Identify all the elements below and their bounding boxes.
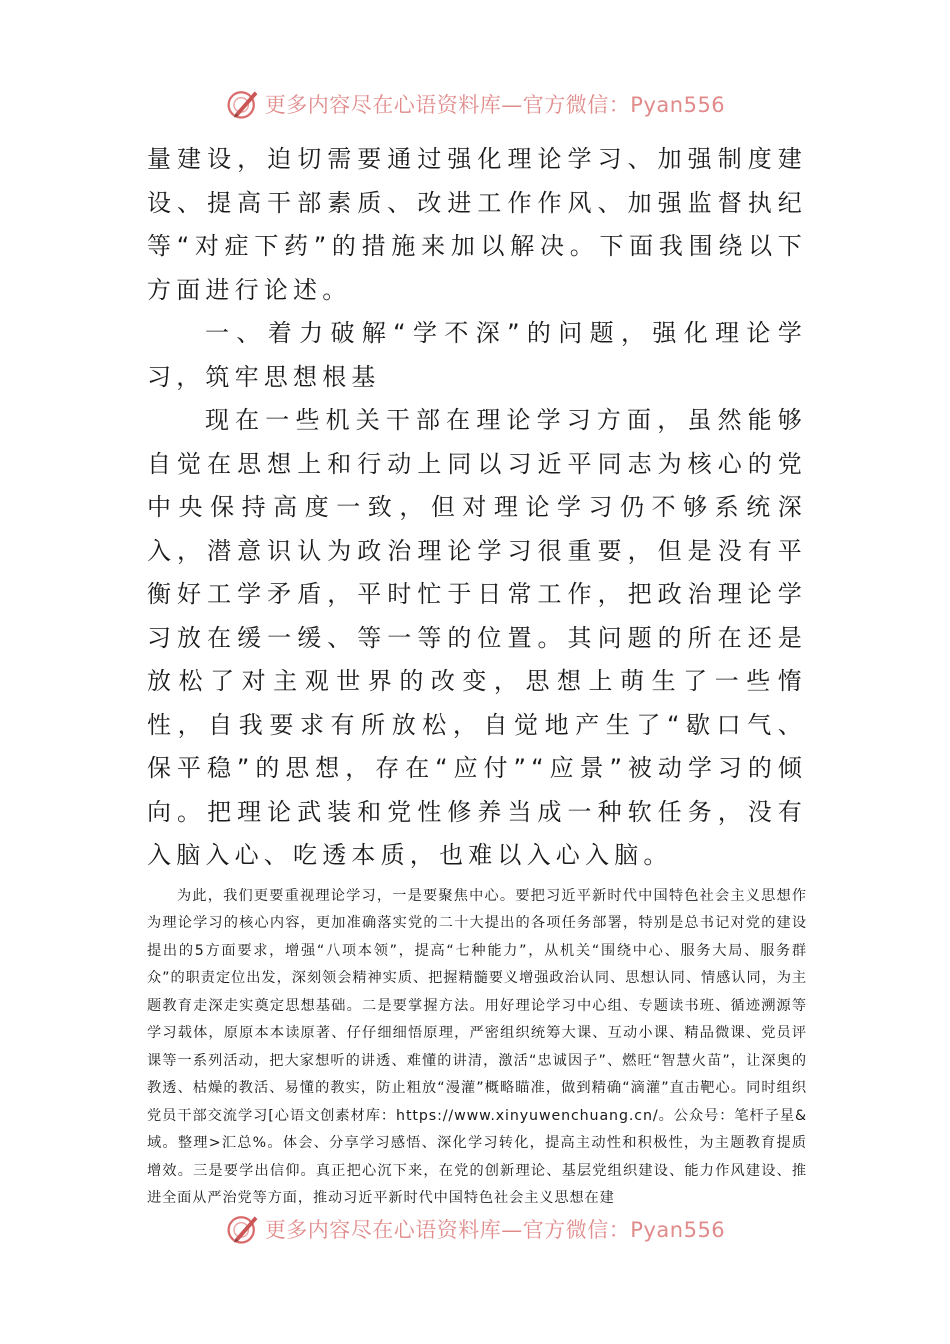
paragraph-small: 为此，我们更要重视理论学习，一是要聚焦中心。要把习近平新时代中国特色社会主义思想作为理论学习的核心内容，更加准确落实党的二十大提出的各项任务部署，特别是总书记对党的建设提出的5方面要求，增强“八项本领”，提高“七种能力”，从机关“围绕中心、服务大局、服务群众”的职责定位出发，深刻领会精神实质、把握精髓要义增强政治认同、思想认同、情感认同，为主题教育走深走实奠定思想基础。二是要掌握方法。用好理论学习中心组、专题读书班、循迹溯源等学习载体，原原本本读原著、仔仔细细悟原理，严密组织统筹大课、互动小课、精品微课、党员评课等一系列活动，把大家想听的讲透、难懂的讲清，激活“忠诚因子”、燃旺“智慧火苗”，让深奥的教透、枯燥的教活、易懂的教实，防止粗放“漫灌”概略瞄准，做到精确“滴灌”直击靶心。同时组织党员干部交流学习[心语文创素材库：https://www.xinyuwenchuang.cn/。公众号：笔杆子星&域。整理>汇总%。体会、分享学习感悟、深化学习转化，提高主动性和积极性，为主题教育提质增效。三是要学出信仰。真正把心沉下来，在党的创新理论、基层党组织建设、能力作风建设、推进全面从严治党等方面，推动习近平新时代中国特色社会主义思想在建 xyxy=(147,887,807,1206)
header-watermark-text: 更多内容尽在心语资料库—官方微信：Pyan556 xyxy=(264,93,726,117)
pen-logo-icon xyxy=(225,1211,261,1247)
document-body xyxy=(147,138,807,1213)
pen-logo-icon xyxy=(225,86,261,122)
footer-watermark xyxy=(0,1207,950,1251)
paragraph-continued: 量建设，迫切需要通过强化理论学习、加强制度建设、提高干部素质、改进工作作风、加强监督执纪等“对症下药”的措施来加以解决。下面我围绕以下方面进行论述。 xyxy=(147,145,807,304)
section-heading: 一、着力破解“学不深”的问题，强化理论学习，筑牢思想根基 xyxy=(147,319,807,391)
header-watermark xyxy=(0,82,950,126)
paragraph-body: 现在一些机关干部在理论学习方面，虽然能够自觉在思想上和行动上同以习近平同志为核心的党中央保持高度一致，但对理论学习仍不够系统深入，潜意识认为政治理论学习很重要，但是没有平衡好工学矛盾，平时忙于日常工作，把政治理论学习放在缓一缓、等一等的位置。其问题的所在还是放松了对主观世界的改变，思想上萌生了一些惰性，自我要求有所放松，自觉地产生了“歇口气、保平稳”的思想，存在“应付”“应景”被动学习的倾向。把理论武装和党性修养当成一种软任务，没有入脑入心、吃透本质，也难以入心入脑。 xyxy=(147,406,807,869)
footer-watermark-text: 更多内容尽在心语资料库—官方微信：Pyan556 xyxy=(264,1218,726,1242)
